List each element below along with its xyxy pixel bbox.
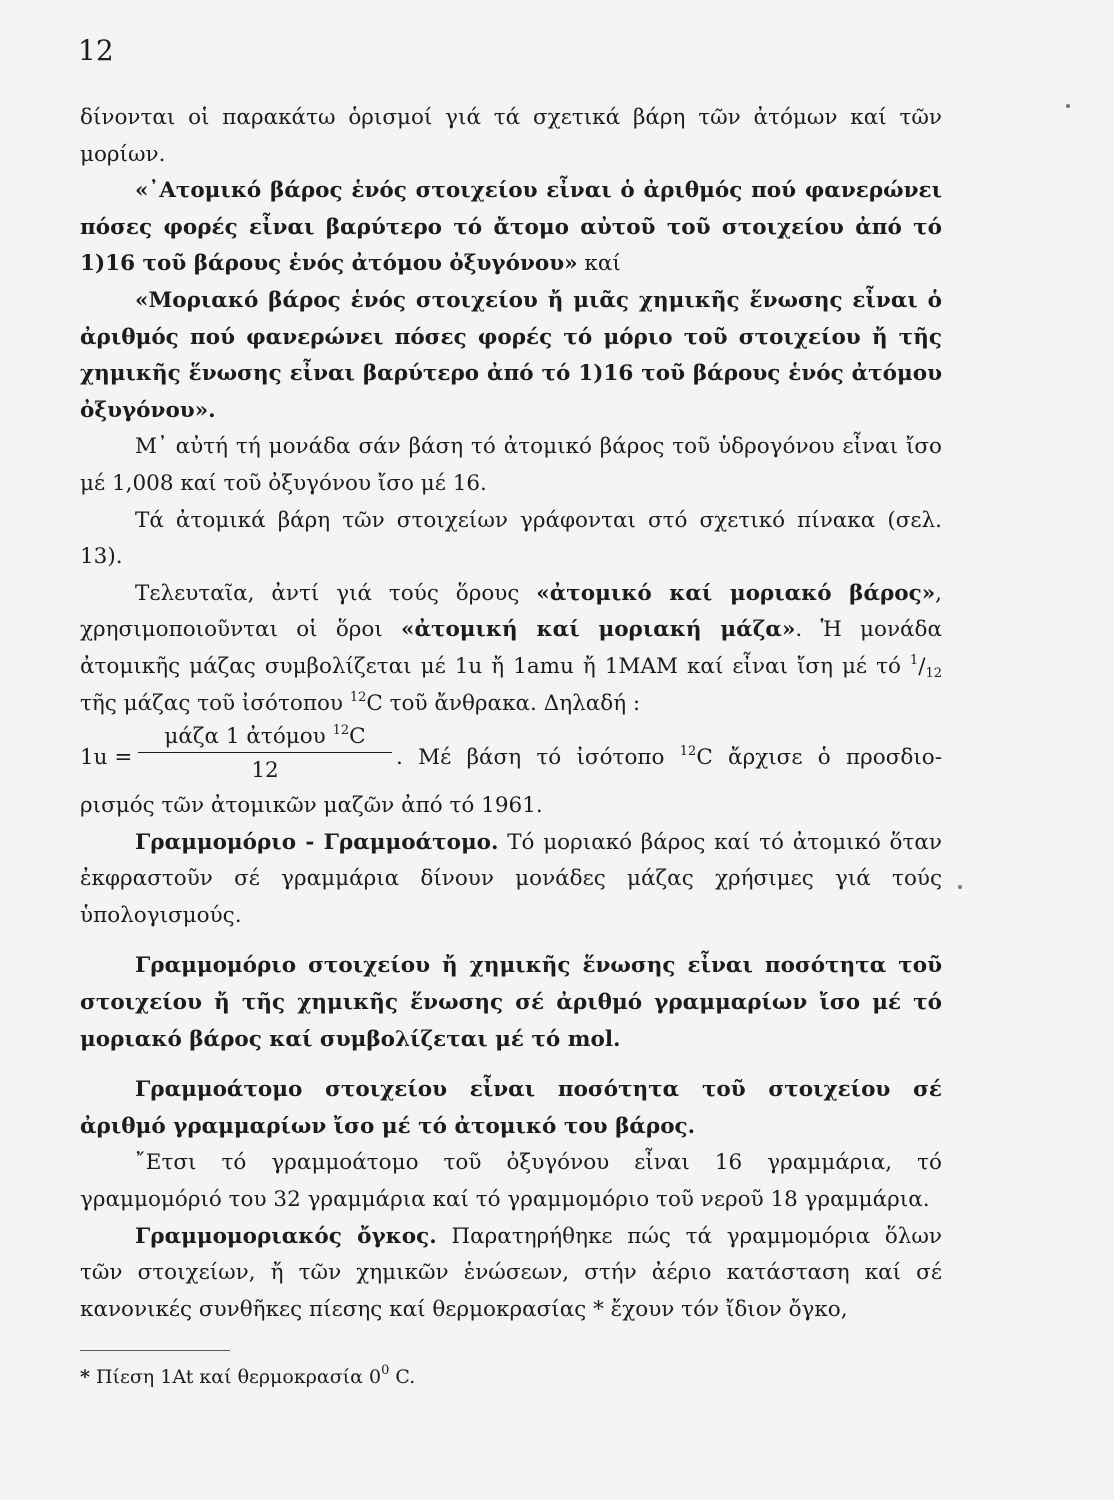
footnote-star: * xyxy=(80,1366,90,1388)
amu-text-1: Τελευταῖα, ἀντί γιά τούς ὅρους xyxy=(135,580,537,606)
formula-continuation: ρισμός τῶν ἀτομικῶν μαζῶν ἀπό τό 1961. xyxy=(80,793,543,819)
footnote-tail: C. xyxy=(389,1366,416,1388)
formula-lhs: 1u = xyxy=(80,745,133,771)
amu-formula xyxy=(80,722,942,788)
mole-definition: Γραμμομόριο στοιχείου ἤ χημικῆς ἕνωσης εἶναι ποσότητα τοῦ στοιχείου ἤ τῆς χημικῆς ἕνωσης σέ ἀριθμό γραμμαρίων ἴσο μέ τό μοριακό βάρος καί συμβολίζεται μέ τό mol. xyxy=(80,953,942,1052)
numerator-mass-number: 12 xyxy=(332,723,350,739)
example-paragraph: ῎Ετσι τό γραμμοάτομο τοῦ ὀξυγόνου εἶναι 16 γραμμάρια, τό γραμμομόριό του 32 γραμμάρια καί τό γραμμομόριο τοῦ νεροῦ 18 γραμμάρια. xyxy=(80,1150,942,1213)
molecular-weight-definition: «Μοριακό βάρος ἑνός στοιχείου ἤ μιᾶς χημικῆς ἕνωσης εἶναι ὁ ἀριθμός πού φανερώνει πόσες φορές τό μόριο τοῦ στοιχείου ἤ τῆς χημικῆς ἕνωσης εἶναι βαρύτερο ἀπό τό 1)16 τοῦ βάρους ἑνός ἀτόμου ὀξυγόνου». xyxy=(80,287,942,423)
formula-denominator: 12 xyxy=(251,758,279,784)
numerator-text: μάζα 1 ἀτόμου xyxy=(164,724,333,750)
gram-section-text: Τό μοριακό βάρος καί τό ἀτομικό ὅταν ἐκφραστοῦν σέ γραμμάρια δίνουν μονάδες μάζας χρήσιμες γιά τούς ὑπολογισμούς. xyxy=(80,829,942,928)
molar-volume-text: Παρατηρήθηκε πώς τά γραμμομόρια ὅλων τῶν στοιχείων, ἤ τῶν χημικῶν ἑνώσεων, στήν ἀέριο κατάσταση καί σέ κανονικές συνθῆκες πίεσης καί θερμοκρασίας * ἔχουν τόν ἴδιον ὄγκο, xyxy=(80,1223,942,1322)
gram-atom-definition: Γραμμοάτομο στοιχείου εἶναι ποσότητα τοῦ στοιχείου σέ ἀριθμό γραμμαρίων ἴσο μέ τό ἀτομικό του βάρος. xyxy=(80,1077,942,1139)
fraction-numerator: 1 xyxy=(909,652,919,668)
formula-tail xyxy=(396,740,942,777)
gram-section-heading: Γραμμομόριο - Γραμμοάτομο. xyxy=(135,829,499,855)
isotope-element: C xyxy=(366,690,383,716)
molar-volume-paragraph xyxy=(80,1219,942,1329)
tail-mass-number: 12 xyxy=(679,744,697,760)
table-reference-paragraph: Τά ἀτομικά βάρη τῶν στοιχείων γράφονται στό σχετικό πίνακα (σελ. 13). xyxy=(80,507,942,570)
amu-bold-terms-1: «ἀτομικό καί μοριακό βάρος» xyxy=(536,580,936,606)
fraction-denominator: 12 xyxy=(925,665,942,681)
conjunction-kai: καί xyxy=(577,251,621,277)
footnote-divider xyxy=(80,1350,230,1351)
amu-text-3: . Ἡ μονάδα ἀτομικῆς μάζας συμβολίζεται μέ 1u ἤ 1amu ἤ 1ΜΑΜ καί εἶναι ἴση μέ τό xyxy=(80,617,942,679)
formula-tail-text-2: ἄρχισε ὁ προσδιο- xyxy=(712,745,942,771)
formula-numerator xyxy=(138,722,392,753)
gram-section-paragraph xyxy=(80,825,942,935)
atomic-mass-unit-paragraph: Τελευταῖα, ἀντί γιά τούς ὅρους «ἀτομικό καί μοριακό βάρος», χρησιμοποιοῦνται οἱ ὅροι «ἀτομική καί μοριακή μάζα». Ἡ μονάδα ἀτομικῆς μάζας συμβολίζεται μέ 1u ἤ 1amu ἤ 1ΜΑΜ καί εἶναι ἴση μέ τό $^1/_{12}$ τῆς μάζας τοῦ ἰσότοπου $^{12}$C τοῦ ἄνθρακα. Δηλαδή : xyxy=(80,580,942,716)
amu-text-4: τῆς μάζας τοῦ ἰσότοπου xyxy=(80,690,350,716)
isotope-mass-number: 12 xyxy=(349,689,367,705)
tail-element: C xyxy=(696,745,713,771)
page-number: 12 xyxy=(78,34,114,67)
footnote xyxy=(80,1363,416,1388)
amu-bold-terms-2: «ἀτομική καί μοριακή μάζα» xyxy=(401,617,796,643)
numerator-element: C xyxy=(349,724,366,750)
intro-paragraph: δίνονται οἱ παρακάτω ὁρισμοί γιά τά σχετικά βάρη τῶν ἀτόμων καί τῶν μορίων. xyxy=(80,105,942,167)
atomic-weight-definition-text: «᾽Ατομικό βάρος ἑνός στοιχείου εἶναι ὁ ἀριθμός πού φανερώνει πόσες φορές εἶναι βαρύτερο τό ἄτομο αὐτοῦ τοῦ στοιχείου ἀπό τό 1)16 τοῦ βάρους ἑνός ἀτόμου ὀξυγόνου» xyxy=(80,178,942,277)
hydrogen-basis-paragraph: Μ᾽ αὐτή τή μονάδα σάν βάση τό ἀτομικό βάρος τοῦ ὑδρογόνου εἶναι ἴσο μέ 1,008 καί τοῦ ὀξυγόνου ἴσο μέ 16. xyxy=(80,434,942,496)
scan-speck xyxy=(1066,104,1070,108)
atomic-weight-definition xyxy=(80,173,942,283)
amu-text-2: , χρησιμοποιοῦνται οἱ ὅροι xyxy=(80,580,942,643)
scan-speck xyxy=(958,885,962,889)
footnote-text: Πίεση 1At καί θερμοκρασία 0 xyxy=(89,1366,382,1388)
amu-text-5: τοῦ ἄνθρακα. Δηλαδή : xyxy=(382,690,641,716)
formula-fraction xyxy=(138,722,392,789)
page-body xyxy=(80,100,942,1328)
footnote-degree: 0 xyxy=(381,1363,390,1378)
molar-volume-heading: Γραμμομοριακός ὄγκος. xyxy=(135,1223,437,1249)
formula-tail-text: . Μέ βάση τό ἰσότοπο xyxy=(396,745,680,771)
